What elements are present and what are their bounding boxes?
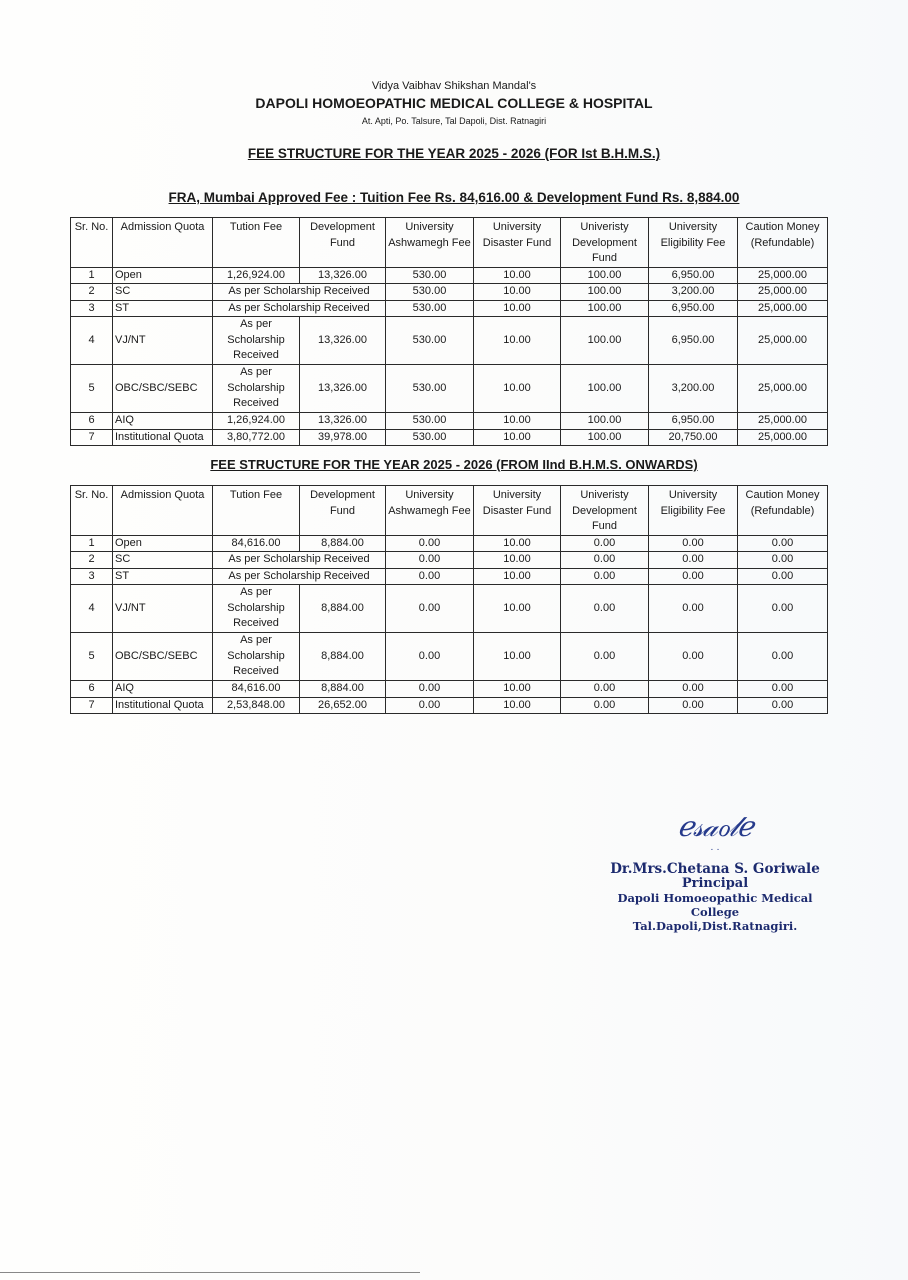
cell-tuition-fee: 1,26,924.00 [213, 413, 300, 430]
cell-admission-quota: SC [113, 284, 213, 301]
cell-admission-quota: OBC/SBC/SEBC [113, 365, 213, 413]
cell-caution-money: 25,000.00 [738, 284, 828, 301]
cell-eligibility-fee: 0.00 [649, 552, 738, 569]
table-row [71, 535, 828, 552]
table-row [71, 568, 828, 585]
cell-eligibility-fee: 0.00 [649, 535, 738, 552]
cell-caution-money: 0.00 [738, 552, 828, 569]
cell-eligibility-fee: 0.00 [649, 681, 738, 698]
cell-disaster-fund: 10.00 [474, 568, 561, 585]
cell-tuition-development-merged: As per Scholarship Received [213, 568, 386, 585]
cell-sr-no: 7 [71, 429, 113, 446]
table-header [71, 486, 828, 536]
cell-sr-no: 1 [71, 535, 113, 552]
table-body [71, 535, 828, 714]
cell-development-fund: 39,978.00 [300, 429, 386, 446]
cell-development-fund: 8,884.00 [300, 585, 386, 633]
cell-ashwamegh-fee: 0.00 [386, 585, 474, 633]
cell-univ-development-fund: 0.00 [561, 697, 649, 714]
second-year-fee-table [70, 485, 828, 714]
cell-caution-money: 25,000.00 [738, 365, 828, 413]
cell-disaster-fund: 10.00 [474, 633, 561, 681]
table-row [71, 697, 828, 714]
cell-sr-no: 5 [71, 633, 113, 681]
cell-eligibility-fee: 6,950.00 [649, 413, 738, 430]
cell-caution-money: 0.00 [738, 535, 828, 552]
cell-ashwamegh-fee: 0.00 [386, 697, 474, 714]
cell-caution-money: 0.00 [738, 681, 828, 698]
cell-univ-development-fund: 0.00 [561, 633, 649, 681]
col-univ-development-fund: Univeristy Development Fund [561, 218, 649, 268]
cell-development-fund: 26,652.00 [300, 697, 386, 714]
cell-ashwamegh-fee: 0.00 [386, 681, 474, 698]
cell-tuition-fee: As per Scholarship Received [213, 365, 300, 413]
cell-univ-development-fund: 0.00 [561, 585, 649, 633]
cell-caution-money: 25,000.00 [738, 300, 828, 317]
cell-development-fund: 13,326.00 [300, 267, 386, 284]
cell-disaster-fund: 10.00 [474, 585, 561, 633]
cell-caution-money: 0.00 [738, 697, 828, 714]
first-year-title: FEE STRUCTURE FOR THE YEAR 2025 - 2026 (FOR Ist B.H.M.S.) [247, 146, 661, 161]
cell-disaster-fund: 10.00 [474, 365, 561, 413]
cell-eligibility-fee: 6,950.00 [649, 300, 738, 317]
cell-admission-quota: Open [113, 267, 213, 284]
header-row [71, 486, 828, 536]
fra-approved-note: FRA, Mumbai Approved Fee : Tuition Fee Rs. 84,616.00 & Development Fund Rs. 8,884.00 [168, 190, 740, 205]
cell-sr-no: 7 [71, 697, 113, 714]
col-admission-quota: Admission Quota [113, 486, 213, 536]
cell-tuition-fee: 84,616.00 [213, 681, 300, 698]
table-row [71, 267, 828, 284]
cell-disaster-fund: 10.00 [474, 300, 561, 317]
table-row [71, 681, 828, 698]
principal-signature-block [600, 810, 830, 933]
signatory-name: Dr.Mrs.Chetana S. Goriwale [610, 861, 820, 877]
cell-admission-quota: ST [113, 300, 213, 317]
signatory-designation: Principal [681, 876, 749, 891]
cell-ashwamegh-fee: 530.00 [386, 413, 474, 430]
cell-admission-quota: VJ/NT [113, 585, 213, 633]
cell-ashwamegh-fee: 530.00 [386, 267, 474, 284]
cell-tuition-development-merged: As per Scholarship Received [213, 552, 386, 569]
cell-eligibility-fee: 0.00 [649, 697, 738, 714]
cell-caution-money: 25,000.00 [738, 429, 828, 446]
table-body [71, 267, 828, 446]
college-name: DAPOLI HOMOEOPATHIC MEDICAL COLLEGE & HOSPITAL [255, 95, 653, 111]
cell-development-fund: 13,326.00 [300, 317, 386, 365]
cell-eligibility-fee: 0.00 [649, 585, 738, 633]
cell-caution-money: 25,000.00 [738, 267, 828, 284]
cell-development-fund: 13,326.00 [300, 365, 386, 413]
col-eligibility-fee: University Eligibility Fee [649, 486, 738, 536]
cell-caution-money: 25,000.00 [738, 413, 828, 430]
table-row [71, 633, 828, 681]
table-header [71, 218, 828, 268]
col-ashwamegh-fee: University Ashwamegh Fee [386, 486, 474, 536]
cell-ashwamegh-fee: 530.00 [386, 284, 474, 301]
cell-univ-development-fund: 100.00 [561, 413, 649, 430]
cell-caution-money: 0.00 [738, 633, 828, 681]
cell-tuition-fee: 1,26,924.00 [213, 267, 300, 284]
cell-univ-development-fund: 100.00 [561, 429, 649, 446]
cell-development-fund: 13,326.00 [300, 413, 386, 430]
cell-univ-development-fund: 0.00 [561, 552, 649, 569]
cell-tuition-development-merged: As per Scholarship Received [213, 284, 386, 301]
cell-ashwamegh-fee: 530.00 [386, 365, 474, 413]
table-row [71, 585, 828, 633]
table-row [71, 365, 828, 413]
col-disaster-fund: University Disaster Fund [474, 486, 561, 536]
cell-univ-development-fund: 100.00 [561, 317, 649, 365]
cell-tuition-development-merged: As per Scholarship Received [213, 300, 386, 317]
cell-univ-development-fund: 100.00 [561, 300, 649, 317]
cell-ashwamegh-fee: 530.00 [386, 300, 474, 317]
cell-ashwamegh-fee: 0.00 [386, 552, 474, 569]
cell-disaster-fund: 10.00 [474, 284, 561, 301]
cell-development-fund: 8,884.00 [300, 681, 386, 698]
cell-admission-quota: Open [113, 535, 213, 552]
col-tuition-fee: Tution Fee [213, 218, 300, 268]
cell-disaster-fund: 10.00 [474, 535, 561, 552]
cell-sr-no: 5 [71, 365, 113, 413]
cell-admission-quota: Institutional Quota [113, 697, 213, 714]
cell-disaster-fund: 10.00 [474, 413, 561, 430]
table-row [71, 284, 828, 301]
cell-ashwamegh-fee: 530.00 [386, 317, 474, 365]
col-caution-money: Caution Money (Refundable) [738, 486, 828, 536]
first-year-fee-table [70, 217, 828, 446]
cell-sr-no: 6 [71, 681, 113, 698]
header-row [71, 218, 828, 268]
cell-disaster-fund: 10.00 [474, 681, 561, 698]
cell-tuition-fee: 84,616.00 [213, 535, 300, 552]
cell-sr-no: 2 [71, 552, 113, 569]
col-ashwamegh-fee: University Ashwamegh Fee [386, 218, 474, 268]
col-development-fund: Development Fund [300, 218, 386, 268]
col-admission-quota: Admission Quota [113, 218, 213, 268]
cell-disaster-fund: 10.00 [474, 552, 561, 569]
table-row [71, 429, 828, 446]
cell-eligibility-fee: 20,750.00 [649, 429, 738, 446]
cell-admission-quota: SC [113, 552, 213, 569]
cell-development-fund: 8,884.00 [300, 633, 386, 681]
cell-caution-money: 0.00 [738, 585, 828, 633]
cell-univ-development-fund: 100.00 [561, 267, 649, 284]
cell-disaster-fund: 10.00 [474, 267, 561, 284]
cell-ashwamegh-fee: 0.00 [386, 568, 474, 585]
cell-univ-development-fund: 100.00 [561, 284, 649, 301]
table-row [71, 552, 828, 569]
cell-sr-no: 4 [71, 317, 113, 365]
col-univ-development-fund: Univeristy Development Fund [561, 486, 649, 536]
cell-sr-no: 4 [71, 585, 113, 633]
col-caution-money: Caution Money (Refundable) [738, 218, 828, 268]
cell-admission-quota: OBC/SBC/SEBC [113, 633, 213, 681]
second-year-title: FEE STRUCTURE FOR THE YEAR 2025 - 2026 (FROM IInd B.H.M.S. ONWARDS) [210, 457, 698, 472]
cell-sr-no: 3 [71, 568, 113, 585]
cell-tuition-fee: 3,80,772.00 [213, 429, 300, 446]
cell-eligibility-fee: 0.00 [649, 633, 738, 681]
cell-disaster-fund: 10.00 [474, 697, 561, 714]
cell-sr-no: 2 [71, 284, 113, 301]
cell-tuition-fee: 2,53,848.00 [213, 697, 300, 714]
cell-admission-quota: VJ/NT [113, 317, 213, 365]
table-row [71, 317, 828, 365]
cell-tuition-fee: As per Scholarship Received [213, 317, 300, 365]
col-sr-no: Sr. No. [71, 486, 113, 536]
cell-admission-quota: ST [113, 568, 213, 585]
cell-caution-money: 25,000.00 [738, 317, 828, 365]
cell-disaster-fund: 10.00 [474, 317, 561, 365]
cell-ashwamegh-fee: 0.00 [386, 633, 474, 681]
cell-caution-money: 0.00 [738, 568, 828, 585]
cell-eligibility-fee: 0.00 [649, 568, 738, 585]
table-row [71, 413, 828, 430]
cell-eligibility-fee: 3,200.00 [649, 365, 738, 413]
cell-univ-development-fund: 0.00 [561, 681, 649, 698]
cell-eligibility-fee: 3,200.00 [649, 284, 738, 301]
signatory-place: Tal.Dapoli,Dist.Ratnagiri. [632, 919, 798, 933]
cell-eligibility-fee: 6,950.00 [649, 317, 738, 365]
cell-tuition-fee: As per Scholarship Received [213, 633, 300, 681]
scan-edge-line [0, 1272, 420, 1273]
handwritten-signature: ℯ𝓈𝒶ℴ𝓁ℯ [677, 810, 753, 843]
cell-sr-no: 6 [71, 413, 113, 430]
table-row [71, 300, 828, 317]
cell-sr-no: 3 [71, 300, 113, 317]
cell-ashwamegh-fee: 530.00 [386, 429, 474, 446]
cell-eligibility-fee: 6,950.00 [649, 267, 738, 284]
cell-univ-development-fund: 100.00 [561, 365, 649, 413]
col-tuition-fee: Tution Fee [213, 486, 300, 536]
cell-univ-development-fund: 0.00 [561, 568, 649, 585]
cell-development-fund: 8,884.00 [300, 535, 386, 552]
cell-sr-no: 1 [71, 267, 113, 284]
col-eligibility-fee: University Eligibility Fee [649, 218, 738, 268]
society-name: Vidya Vaibhav Shikshan Mandal's [371, 80, 537, 92]
cell-univ-development-fund: 0.00 [561, 535, 649, 552]
cell-admission-quota: AIQ [113, 681, 213, 698]
signatory-institution: Dapoli Homoeopathic Medical College [617, 891, 813, 919]
cell-ashwamegh-fee: 0.00 [386, 535, 474, 552]
col-development-fund: Development Fund [300, 486, 386, 536]
signature-dots: · · [710, 844, 720, 855]
col-sr-no: Sr. No. [71, 218, 113, 268]
cell-admission-quota: Institutional Quota [113, 429, 213, 446]
cell-disaster-fund: 10.00 [474, 429, 561, 446]
cell-admission-quota: AIQ [113, 413, 213, 430]
cell-tuition-fee: As per Scholarship Received [213, 585, 300, 633]
col-disaster-fund: University Disaster Fund [474, 218, 561, 268]
college-address: At. Apti, Po. Talsure, Tal Dapoli, Dist. Ratnagiri [361, 116, 547, 126]
